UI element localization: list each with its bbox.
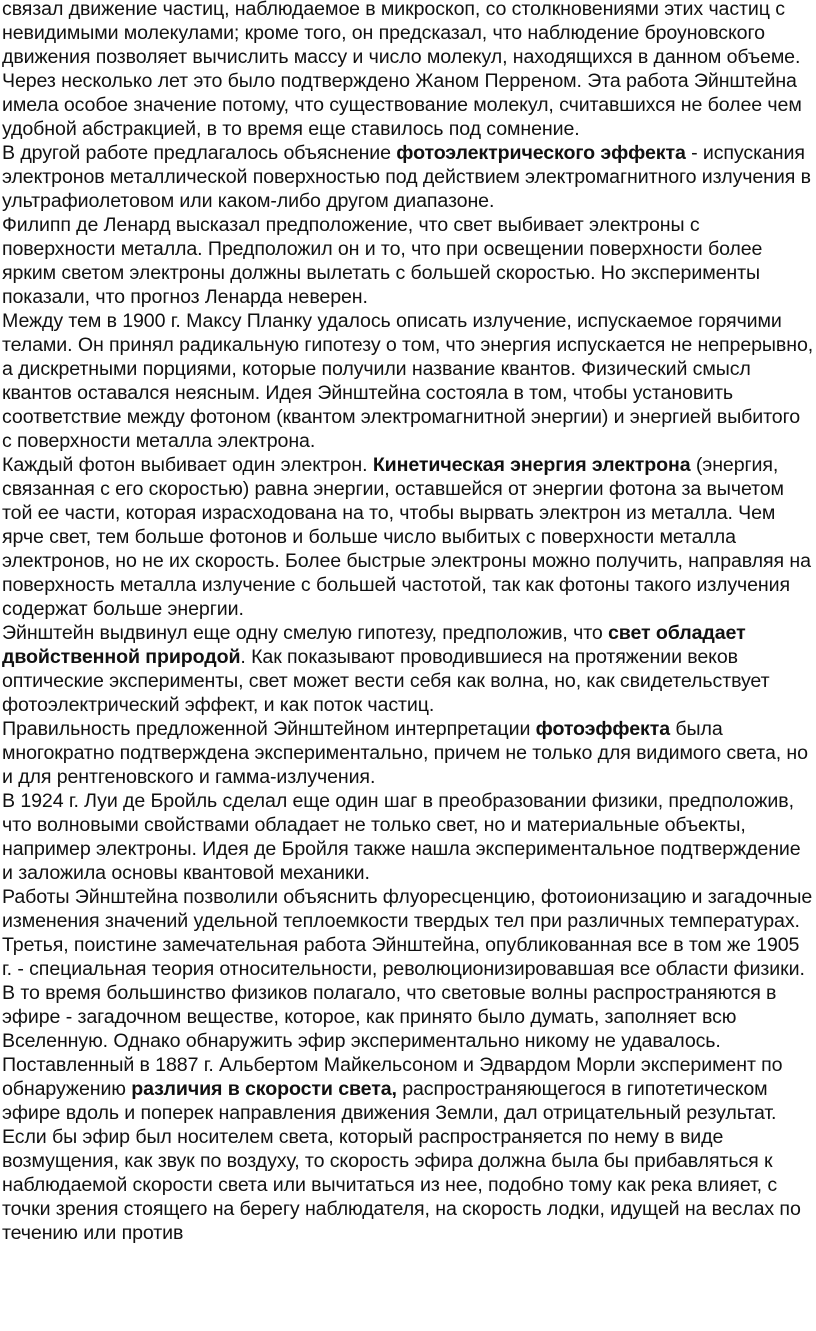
text-run: (энергия, связанная с его скоростью) равна энергии, оставшейся от энергии фотона за вычетом той ее части, которая израсходована на то, чтобы вырвать электрон из металла. Чем ярче свет, тем больше фотонов и больше число выбитых с поверхности металла электронов, но не их скорость. Более быстрые электроны можно получить, направляя на поверхность металла излучение с большей частотой, так как фотоны такого излучения содержат больше энергии. <box>2 454 811 620</box>
text-run: Правильность предложенной Эйнштейном интерпретации <box>2 718 536 740</box>
text-run: В 1924 г. Луи де Бройль сделал еще один шаг в преобразовании физики, предположив, что волновыми свойствами обладает не только свет, но и материальные объекты, например электроны. Идея де Бройля также нашла экспериментальное подтверждение и заложила основы квантовой механики. <box>2 790 801 884</box>
text-run: Поставленный в 1887 г. Альбертом Майкельсоном и Эдвардом Морли эксперимент по обнаружению <box>2 1054 783 1100</box>
paragraph <box>2 621 814 717</box>
paragraph <box>2 1053 814 1245</box>
text-run: Каждый фотон выбивает один электрон. <box>2 454 373 476</box>
bold-term: различия в скорости света, <box>131 1078 397 1100</box>
paragraph <box>2 213 814 309</box>
paragraph <box>2 717 814 789</box>
text-run: Третья, поистине замечательная работа Эйнштейна, опубликованная все в том же 1905 г. - специальная теория относительности, революционизировавшая все области физики. В то время большинство физиков полагало, что световые волны распространяются в эфире - загадочном веществе, которое, как принято было думать, заполняет всю Вселенную. Однако обнаружить эфир экспериментально никому не удавалось. <box>2 934 805 1052</box>
paragraph <box>2 789 814 885</box>
text-run: Работы Эйнштейна позволили объяснить флуоресценцию, фотоионизацию и загадочные изменения значений удельной теплоемкости твердых тел при различных температурах. <box>2 886 813 932</box>
text-run: распространяющегося в гипотетическом эфире вдоль и поперек направления движения Земли, дал отрицательный результат. Если бы эфир был носителем света, который распространяется по нему в виде возмущения, как звук по воздуху, то скорость эфира должна была бы прибавляться к наблюдаемой скорости света или вычитаться из нее, подобно тому как река влияет, с точки зрения стоящего на берегу наблюдателя, на скорость лодки, идущей на веслах по течению или против <box>2 1078 801 1244</box>
paragraph <box>2 885 814 933</box>
text-run: . Как показывают проводившиеся на протяжении веков оптические эксперименты, свет может вести себя как волна, но, как свидетельствует фотоэлектрический эффект, и как поток частиц. <box>2 646 770 716</box>
bold-term: Кинетическая энергия электрона <box>372 454 691 476</box>
text-run: В другой работе предлагалось объяснение <box>2 142 397 164</box>
text-run: была многократно подтверждена экспериментально, причем не только для видимого света, но и для рентгеновского и гамма-излучения. <box>2 718 808 788</box>
text-run: Между тем в 1900 г. Максу Планку удалось описать излучение, испускаемое горячими телами. Он принял радикальную гипотезу о том, что энергия испускается не непрерывно, а дискретными порциями, которые получили название квантов. Физический смысл квантов оставался неясным. Идея Эйнштейна состояла в том, чтобы установить соответствие между фотоном (квантом электромагнитной энергии) и энергией выбитого с поверхности металла электрона. <box>2 310 814 452</box>
paragraph <box>2 453 814 621</box>
text-run: связал движение частиц, наблюдаемое в микроскоп, со столкновениями этих частиц с невидимыми молекулами; кроме того, он предсказал, что наблюдение броуновского движения позволяет вычислить массу и число молекул, находящихся в данном объеме. Через несколько лет это было подтверждено Жаном Перреном. Эта работа Эйнштейна имела особое значение потому, что существование молекул, считавшихся не более чем удобной абстракцией, в то время еще ставилось под сомнение. <box>2 0 802 140</box>
bold-term: фотоэффекта <box>535 718 671 740</box>
paragraph <box>2 141 814 213</box>
document-body <box>2 0 814 1245</box>
paragraph <box>2 933 814 1053</box>
text-run: Эйнштейн выдвинул еще одну смелую гипотезу, предположив, что <box>2 622 608 644</box>
paragraph <box>2 0 814 141</box>
text-run: - испускания электронов металлической поверхностью под действием электромагнитного излучения в ультрафиолетовом или каком-либо другом диапазоне. <box>2 142 811 212</box>
bold-term: свет обладает двойственной природой <box>2 622 746 668</box>
bold-term: фотоэлектрического эффекта <box>396 142 686 164</box>
paragraph <box>2 309 814 453</box>
text-run: Филипп де Ленард высказал предположение, что свет выбивает электроны с поверхности металла. Предположил он и то, что при освещении поверхности более ярким светом электроны должны вылетать с большей скоростью. Но эксперименты показали, что прогноз Ленарда неверен. <box>2 214 763 308</box>
